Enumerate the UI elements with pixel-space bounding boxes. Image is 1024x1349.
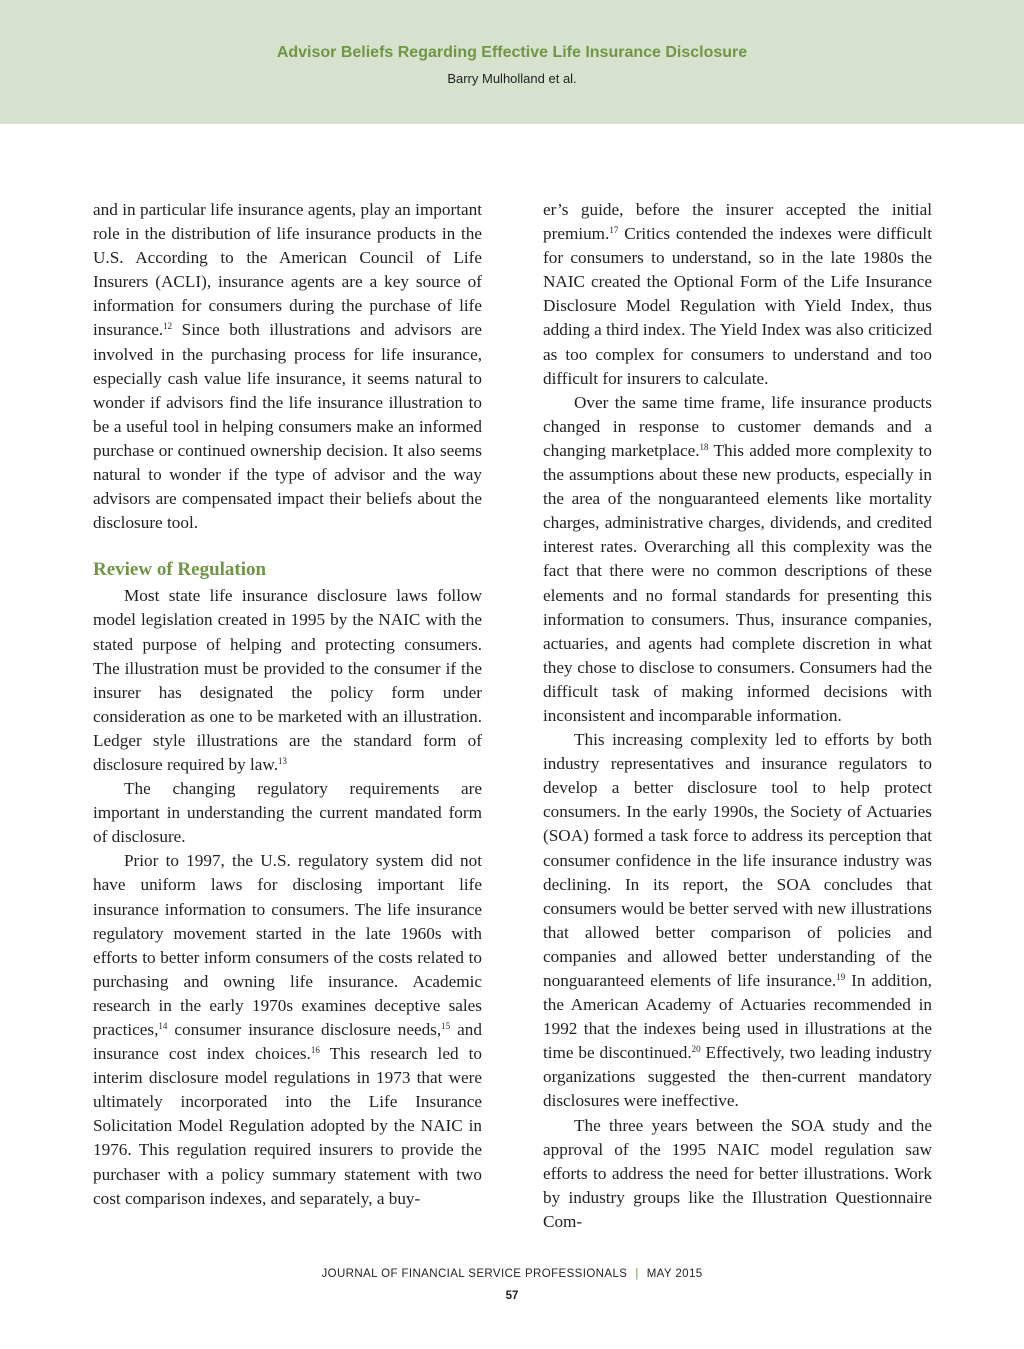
page-number: 57 xyxy=(505,1290,519,1302)
paragraph: Over the same time frame, life insurance products changed in response to customer demands and a changing marketplace.$^{18}$ This added more complexity to the assumptions about these new products, especially in the area of the nonguaranteed elements like mortality charges, administrative charges, dividends, and credited interest rates. Overarching all this complexity was the fact that there were no common descriptions of these elements and no formal standards for presenting this information to consumers. Thus, insurance companies, actuaries, and agents had complete discretion in what they chose to disclose to consumers. Consumers had the difficult task of making informed decisions with inconsistent and incomparable information. xyxy=(543,392,932,725)
paragraph: This increasing complexity led to efforts by both industry representatives and insurance regulators to develop a better disclosure tool to help protect consumers. In the early 1990s, the Society of Actuaries (SOA) formed a task force to address its perception that consumer confidence in the life insurance industry was declining. In its report, the SOA concludes that consumers would be better served with new illustrations that allowed better comparison of policies and companies and allowed better understanding of the nonguaranteed elements of life insurance.$^{19}$ In addition, the American Academy of Actuaries recommended in 1992 that the indexes being used in illustrations at the time be discontinued.$^{20}$ Effectively, two leading industry organizations suggested the then-current mandatory disclosures were ineffective. xyxy=(543,730,932,1111)
footnote-ref[interactable]: 16 xyxy=(310,1045,320,1056)
footer-separator: | xyxy=(635,1268,639,1280)
footnote-ref[interactable]: 17 xyxy=(609,225,619,236)
footnote-ref[interactable]: 12 xyxy=(163,321,173,332)
article-authors: Barry Mulholland et al. xyxy=(447,71,577,86)
footnote-ref[interactable]: 15 xyxy=(441,1021,451,1031)
journal-name: JOURNAL OF FINANCIAL SERVICE PROFESSIONALS xyxy=(321,1268,628,1280)
footnote-ref[interactable]: 20 xyxy=(691,1044,701,1055)
paragraph: Most state life insurance disclosure laws follow model legislation created in 1995 by the NAIC with the stated purpose of helping and protecting consumers. The illustration must be provided to the consumer if the insurer has designated the policy form under consideration as one to be marketed with an illustration. Ledger style illustrations are the standard form of disclosure required by law.$^{13}$ xyxy=(93,586,482,774)
paragraph: and in particular life insurance agents, play an important role in the distribution of life insurance products in the U.S. According to the American Council of Life Insurers (ACLI), insurance agents are a key source of information for consumers during the purchase of life insurance.$^{12}$ Since both illustrations and advisors are involved in the purchasing process for life insurance, especially cash value life insurance, it seems natural to wonder if advisors find the life insurance illustration to be a useful tool in helping consumers make an informed purchase or continued ownership decision. It also seems natural to wonder if the type of advisor and the way advisors are compensated impact their beliefs about the disclosure tool. xyxy=(93,200,482,533)
footnote-ref[interactable]: 14 xyxy=(158,1021,168,1031)
paragraph: The changing regulatory requirements are important in understanding the current mandated form of disclosure. xyxy=(93,779,482,847)
paragraph: er’s guide, before the insurer accepted the initial premium.$^{17}$ Critics contended the indexes were difficult for consumers to understand, so in the late 1980s the NAIC created the Optional Form of the Life Insurance Disclosure Model Regulation with Yield Index, thus adding a third index. The Yield Index was also criticized as too complex for consumers to understand and too difficult for insurers to calculate. xyxy=(543,200,932,388)
page-footer xyxy=(0,1268,1024,1280)
footnote-ref[interactable]: 13 xyxy=(278,755,288,766)
issue-date: MAY 2015 xyxy=(646,1268,703,1280)
footnote-ref[interactable]: 19 xyxy=(836,972,846,982)
left-column xyxy=(93,198,482,1211)
section-heading: Review of Regulation xyxy=(93,559,267,581)
right-column xyxy=(543,198,932,1234)
paragraph: Prior to 1997, the U.S. regulatory system did not have uniform laws for disclosing important life insurance information to consumers. The life insurance regulatory movement started in the late 1960s with efforts to better inform consumers of the costs related to purchasing and owning life insurance. Academic research in the early 1970s examines deceptive sales practices,$^{14}$ consumer insurance disclosure needs,$^{15}$ and insurance cost index choices.$^{16}$ This research led to interim disclosure model regulations in 1973 that were ultimately incorporated into the Life Insurance Solicitation Model Regulation adopted by the NAIC in 1976. This regulation required insurers to provide the purchaser with a policy summary statement with two cost comparison indexes, and separately, a buy- xyxy=(93,851,482,1208)
paragraph: The three years between the SOA study and the approval of the 1995 NAIC model regulation saw efforts to address the need for better illustrations. Work by industry groups like the Illustration Questionnaire Com- xyxy=(543,1115,932,1231)
article-title: Advisor Beliefs Regarding Effective Life Insurance Disclosure xyxy=(276,44,748,61)
page-header xyxy=(0,0,1024,124)
footnote-ref[interactable]: 18 xyxy=(699,441,709,452)
